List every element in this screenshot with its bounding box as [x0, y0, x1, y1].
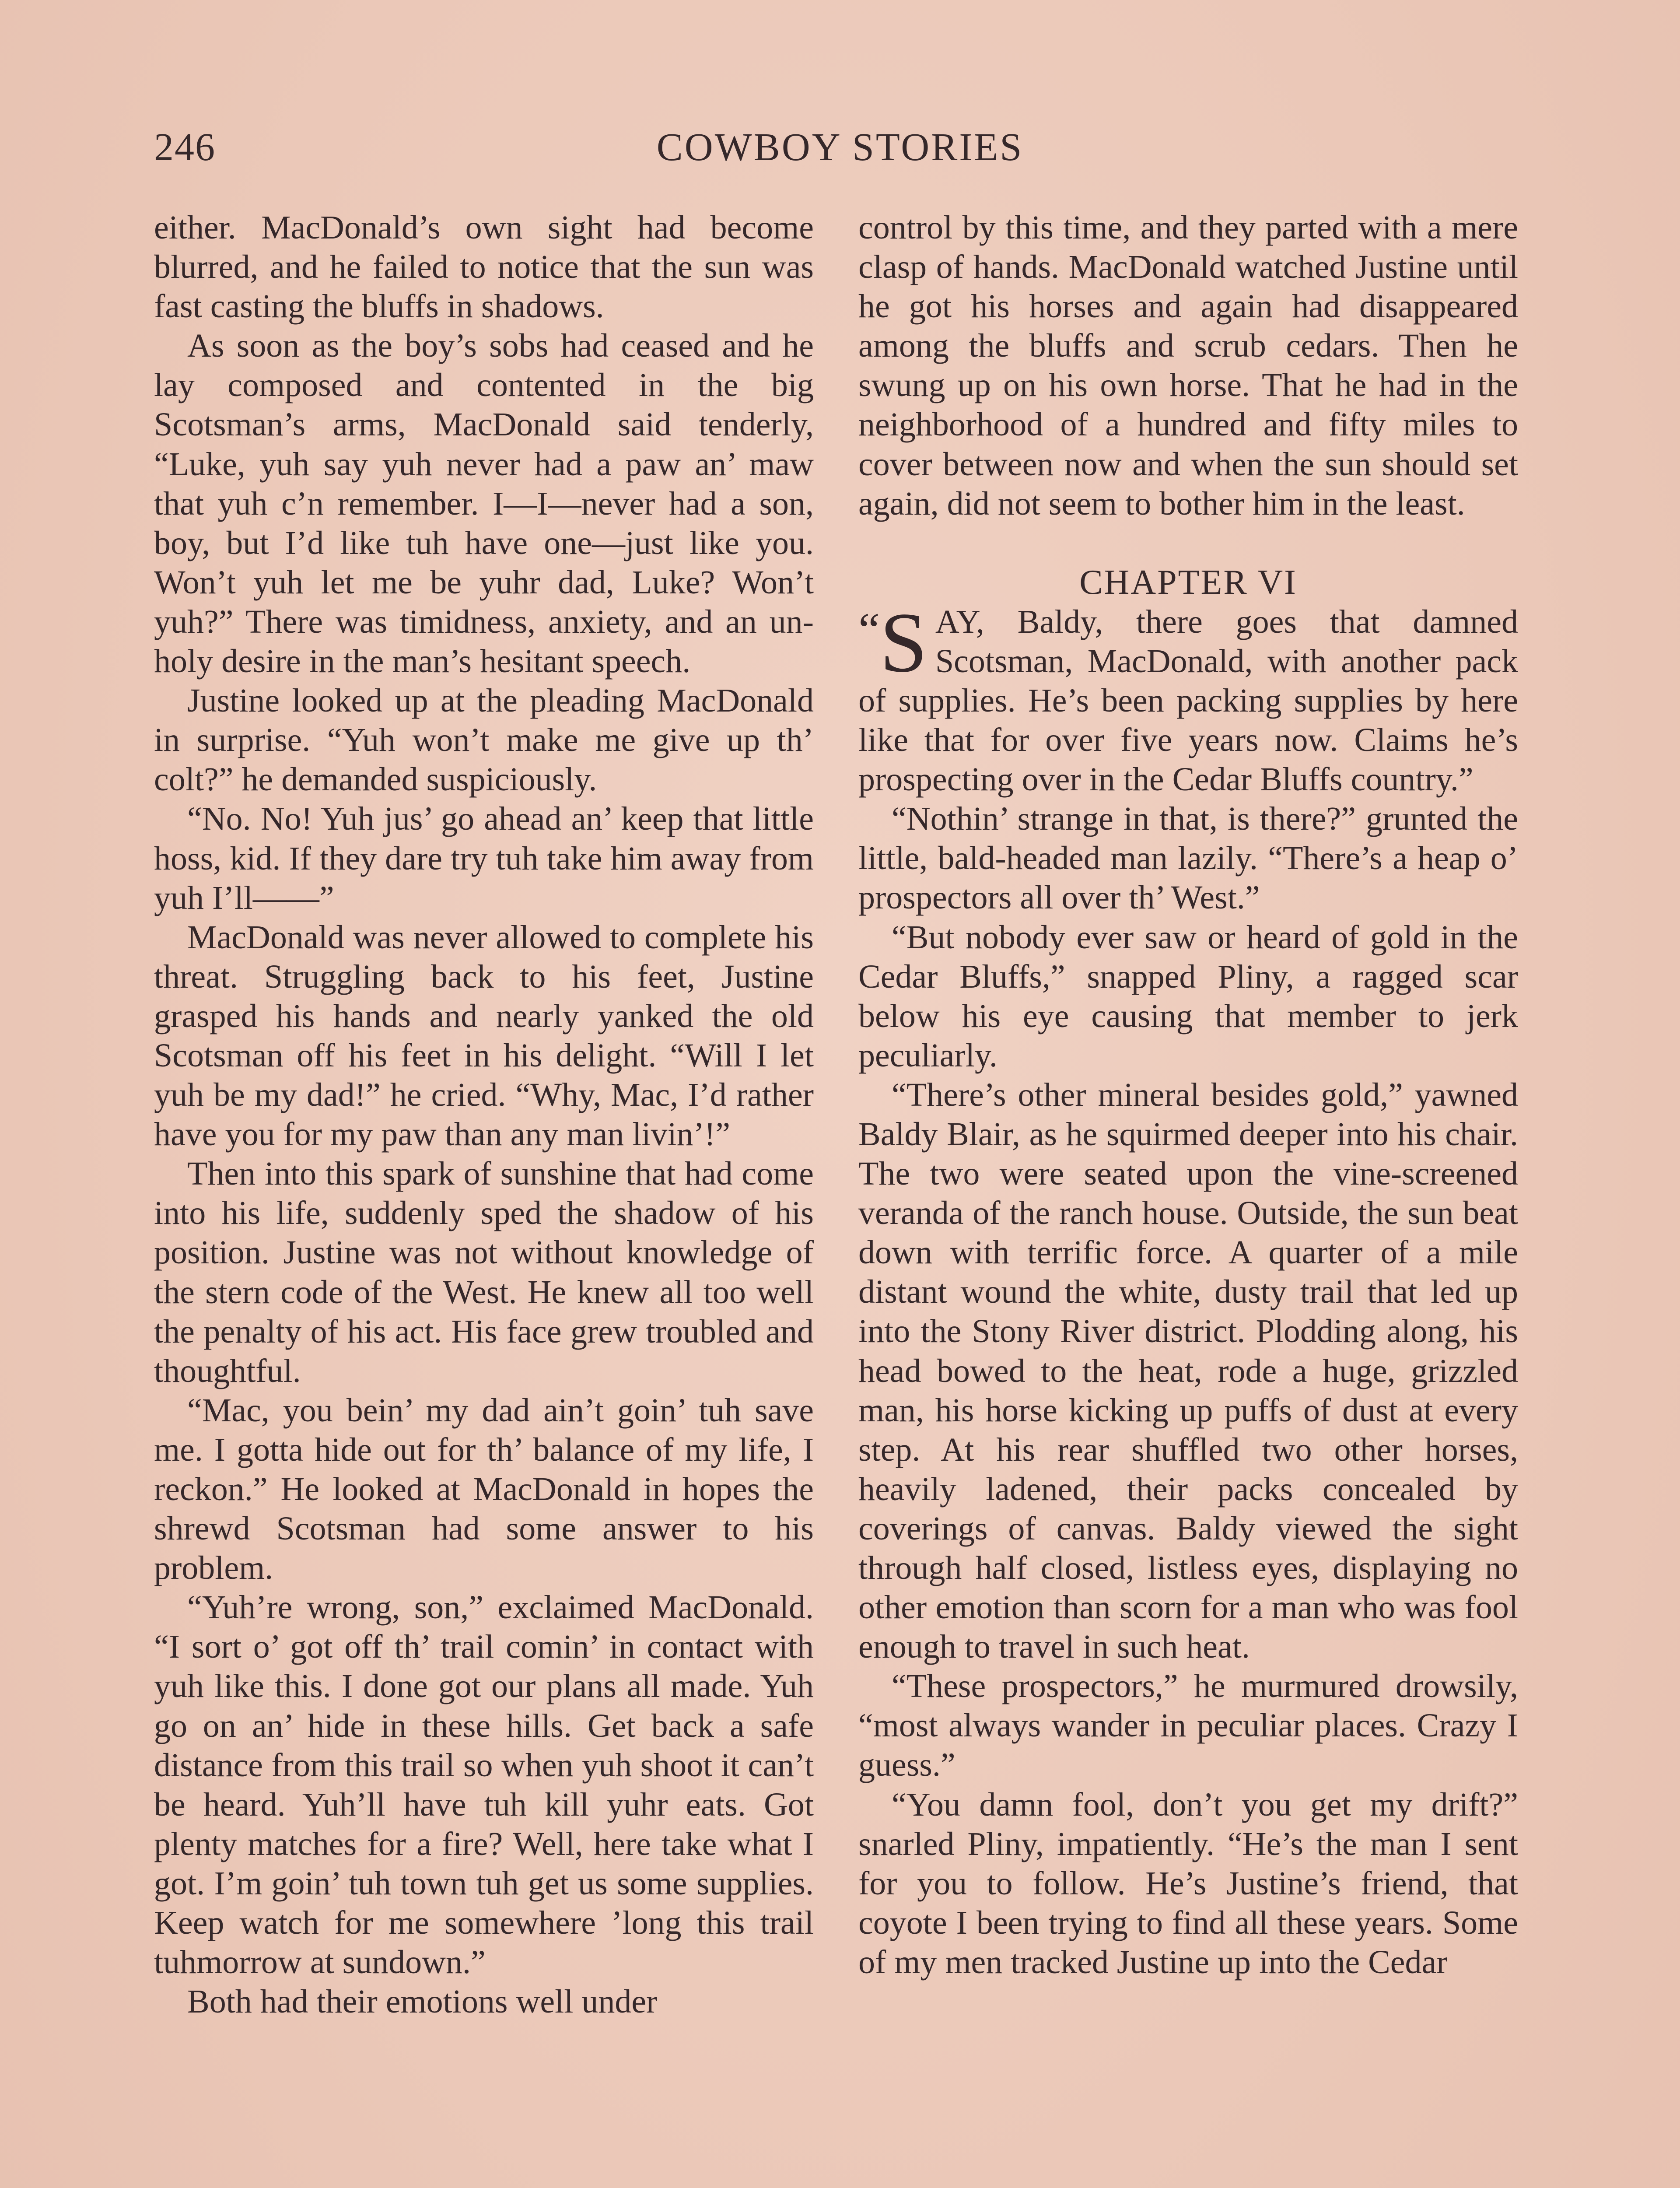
paragraph: “But nobody ever saw or heard of gold in the Cedar Bluffs,” snapped Pliny, a ragged scar below his eye causing that member to jerk peculiarly. [858, 919, 1518, 1074]
drop-cap-letter: S [879, 595, 928, 690]
paragraph: “Mac, you bein’ my dad ain’t goin’ tuh save me. I gotta hide out for th’ balance of my life, I reckon.” He looked at MacDonald in hopes the shrewd Scotsman had some answer to his problem. [154, 1392, 814, 1587]
paragraph: Then into this spark of sunshine that had come into his life, suddenly sped the shadow of his position. Justine was not without knowledge of the stern code of the West. He knew all too well the penalty of his act. His face grew troubled and thoughtful. [154, 1155, 814, 1389]
running-title: COWBOY STORIES [656, 126, 1024, 169]
drop-cap [858, 595, 928, 690]
paragraph: Both had their emotions well under [187, 1983, 658, 2020]
paragraph: “Yuh’re wrong, son,” exclaimed MacDonald. “I sort o’ got off th’ trail comin’ in contact with yuh like this. I done got our plans all made. Yuh go on an’ hide in these hills. Get back a safe distance from this trail so when yuh shoot it can’t be heard. Yuh’ll have tuh kill yuhr eats. Got plenty matches for a fire? Well, here take what I got. I’m goin’ tuh town tuh get us some supplies. Keep watch for me somewhere ’long this trail tuhmorrow at sundown.” [154, 1589, 814, 1981]
paragraph: Justine looked up at the pleading MacDonald in surprise. “Yuh won’t make me give up th’ colt?” he demanded suspiciously. [154, 682, 814, 798]
left-column [154, 208, 814, 2021]
paragraph: “These prospectors,” he murmured drowsily, “most always wander in peculiar places. Crazy I guess.” [858, 1668, 1518, 1784]
page-number: 246 [154, 126, 216, 169]
paragraph-text: AY, Baldy, there goes that damned Scotsman, MacDonald, with another pack of supplies. He’s been packing supplies by here like that for over five years now. Claims he’s prospecting over in the Cedar Bluffs country.” [858, 603, 1518, 798]
paragraph: “There’s other mineral besides gold,” yawned Baldy Blair, as he squirmed deeper into his chair. The two were seated upon the vine-screened veranda of the ranch house. Outside, the sun beat down with terrific force. A quarter of a mile distant wound the white, dusty trail that led up into the Stony River district. Plodding along, his head bowed to the heat, rode a huge, grizzled man, his horse kicking up puffs of dust at every step. At his rear shuffled two other horses, heavily ladened, their packs concealed by coverings of canvas. Baldy viewed the sight through half closed, listless eyes, displaying no other emotion than scorn for a man who was fool enough to travel in such heat. [858, 1076, 1518, 1666]
paragraph: either. MacDonald’s own sight had become blurred, and he failed to notice that the sun was fast casting the bluffs in shadows. [154, 209, 814, 325]
paragraph: “No. No! Yuh jus’ go ahead an’ keep that little hoss, kid. If they dare try tuh take him away from yuh I’ll——” [154, 800, 814, 916]
right-column [858, 208, 1518, 1982]
paragraph: As soon as the boy’s sobs had ceased and he lay composed and contented in the big Scotsman’s arms, MacDonald said tenderly, “Luke, yuh say yuh never had a paw an’ maw that yuh c’n remember. I—I—never had a son, boy, but I’d like tuh have one—just like you. Won’t yuh let me be yuhr dad, Luke? Won’t yuh?” There was timidness, anxiety, and an unholy desire in the man’s hesitant speech. [154, 327, 814, 680]
paragraph: control by this time, and they parted with a mere clasp of hands. MacDonald watched Justine until he got his horses and again had disappeared among the bluffs and scrub cedars. Then he swung up on his own horse. That he had in the neighborhood of a hundred and fifty miles to cover between now and when the sun should set again, did not seem to bother him in the least. [858, 209, 1518, 522]
paragraph: “You damn fool, don’t you get my drift?” snarled Pliny, impatiently. “He’s the man I sent for you to follow. He’s Justine’s friend, that coyote I been trying to find all these years. Some of my men tracked Justine up into the Cedar [858, 1786, 1518, 1981]
chapter-heading: CHAPTER VI [1079, 563, 1297, 602]
drop-cap-quote: “ [858, 603, 880, 656]
paragraph: MacDonald was never allowed to complete his threat. Struggling back to his feet, Justine grasped his hands and nearly yanked the old Scotsman off his feet in his delight. “Will I let yuh be my dad!” he cried. “Why, Mac, I’d rather have you for my paw than any man livin’!” [154, 919, 814, 1153]
paragraph: “Nothin’ strange in that, is there?” grunted the little, bald-headed man lazily. “There’s a heap o’ prospectors all over th’ West.” [858, 800, 1518, 916]
chapter-opening-paragraph [858, 595, 1518, 799]
